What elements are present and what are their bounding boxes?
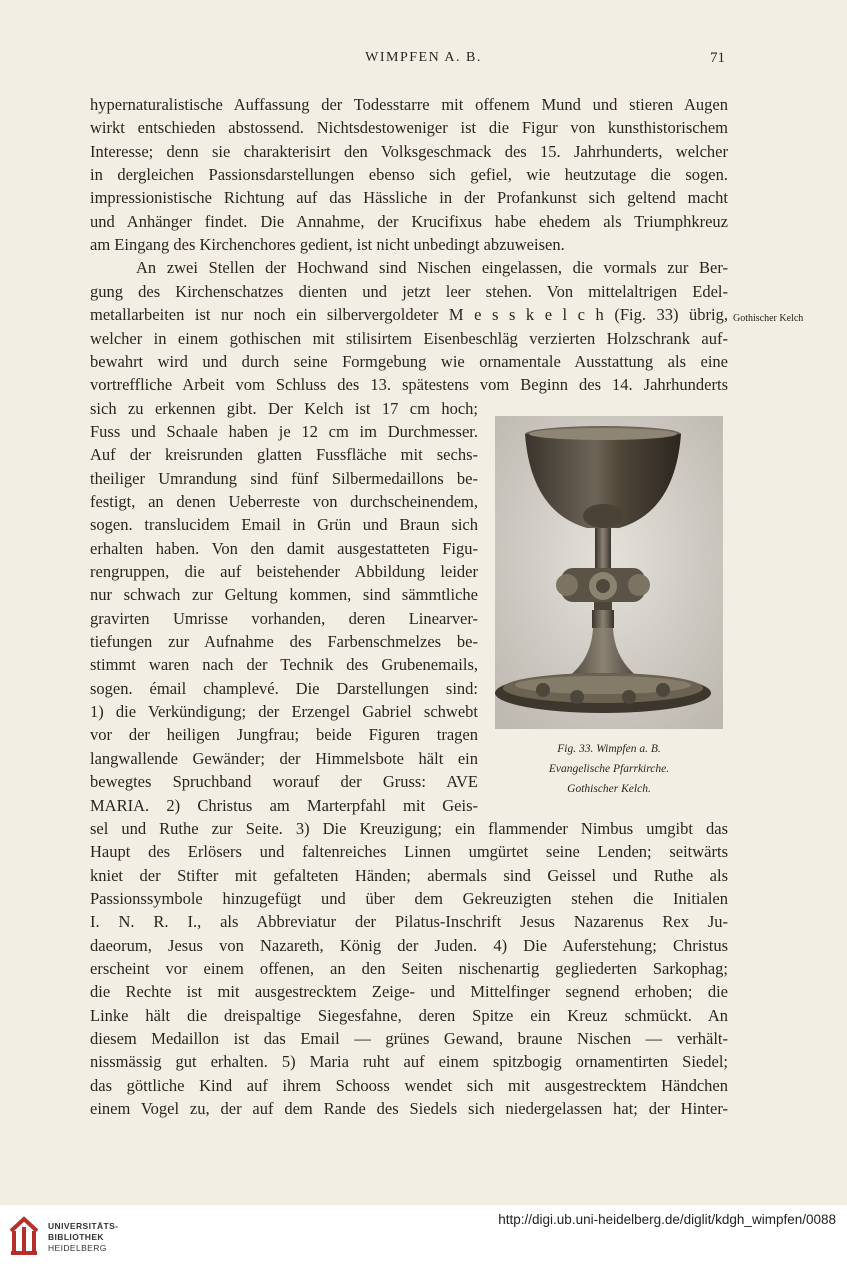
text-line: Interesse; denn sie charakterisirt den Volksgeschmack des 15. Jahrhunderts, welcher — [90, 142, 728, 161]
text-line: 1) die Verkündigung; der Erzengel Gabriel schwebt — [90, 702, 478, 721]
text-line: impressionistische Richtung auf das Hässliche in der Profankunst sich geltend macht — [90, 188, 728, 207]
page-header — [0, 50, 847, 74]
text-line: welcher in einem gothischen mit stilisirtem Eisenbeschläg verzierten Holzschrank auf- — [90, 329, 728, 348]
text-line: wirkt entschieden abstossend. Nichtsdestoweniger ist die Figur von kunsthistorischem — [90, 118, 728, 137]
chalice-illustration — [495, 416, 723, 729]
text-line: die Rechte ist mit ausgestrecktem Zeige- und Mittelfinger segnend erhoben; die — [90, 982, 728, 1001]
text-line: in dergleichen Passionsdarstellungen ebenso sich gefiel, wie heutzutage die sogen. — [90, 165, 728, 184]
text-line: festigt, an denen Ueberreste von durchscheinendem, — [90, 492, 478, 511]
text-line: gravirten Umrisse vorhanden, deren Linearver- — [90, 609, 478, 628]
text-line: erscheint vor einem offenen, an den Seiten nischenartig gegliederten Sarkophag; — [90, 959, 728, 978]
text-line: An zwei Stellen der Hochwand sind Nischen eingelassen, die vormals zur Ber- — [136, 258, 728, 277]
text-line: stimmt waren nach der Technik des Grubenemails, — [90, 655, 478, 674]
text-line: hypernaturalistische Auffassung der Todesstarre mit offenem Mund und stieren Augen — [90, 95, 728, 114]
text-line: bewegtes Spruchband worauf der Gruss: AVE — [90, 772, 478, 791]
figure-caption-line: Gothischer Kelch. — [567, 783, 651, 795]
library-name-line: HEIDELBERG — [48, 1243, 107, 1253]
text-line: vor der heiligen Jungfrau; beide Figuren tragen — [90, 725, 478, 744]
text-line: einem Vogel zu, der auf dem Rande des Siedels sich niedergelassen hat; der Hinter- — [90, 1099, 728, 1118]
logo-mark — [11, 1219, 37, 1253]
library-logo-icon — [8, 1213, 40, 1257]
library-name-line: UNIVERSITÄTS- — [48, 1221, 119, 1231]
text-line: Linke hält die dreispaltige Siegesfahne, deren Spitze ein Kreuz schmückt. An — [90, 1006, 728, 1025]
text-line: daeorum, Jesus von Nazareth, König der Juden. 4) Die Auferstehung; Christus — [90, 936, 728, 955]
text-line: Passionssymbole hinzugefügt und über dem Gekreuzigten stehen die Initialen — [90, 889, 728, 908]
library-footer — [0, 1205, 847, 1266]
text-line: nur schwach zur Geltung kommen, sind sämmtliche — [90, 585, 478, 604]
text-line: rengruppen, die auf beistehender Abbildung leider — [90, 562, 478, 581]
text-line: das göttliche Kind auf ihrem Schooss wendet sich mit ausgestrecktem Händchen — [90, 1076, 728, 1095]
text-line: MARIA. 2) Christus am Marterpfahl mit Geis- — [90, 796, 478, 815]
page-number: 71 — [710, 50, 725, 66]
running-title: WIMPFEN A. B. — [365, 50, 482, 65]
text-line: theiliger Umrandung sind fünf Silbermedaillons be- — [90, 469, 478, 488]
text-line: sogen. émail champlevé. Die Darstellungen sind: — [90, 679, 478, 698]
text-line: metallarbeiten ist nur noch ein silbervergoldeter M e s s k e l c h (Fig. 33) übrig, — [90, 305, 728, 324]
figure-caption-line: Fig. 33. Wimpfen a. B. — [557, 743, 661, 755]
text-line: bewahrt wird und durch seine Formgebung wie ornamentale Ausstattung als eine — [90, 352, 728, 371]
text-line: sich zu erkennen gibt. Der Kelch ist 17 cm hoch; — [90, 399, 478, 418]
text-line: erhalten haben. Von den damit ausgestatteten Figu- — [90, 539, 478, 558]
text-line: diesem Medaillon ist das Email — grünes Gewand, braune Nischen — verhält- — [90, 1029, 728, 1048]
chalice-photo — [495, 416, 723, 729]
text-line: kniet der Stifter mit gefalteten Händen; abermals sind Geissel und Ruthe als — [90, 866, 728, 885]
text-line: langwallende Gewänder; der Himmelsbote hält ein — [90, 749, 478, 768]
text-line: I. N. R. I., als Abbreviatur der Pilatus-Inschrift Jesus Nazarenus Rex Ju- — [90, 912, 728, 931]
figure-caption-line: Evangelische Pfarrkirche. — [548, 763, 670, 775]
text-line: gung des Kirchenschatzes dienten und jetzt leer stehen. Von mittelaltrigen Edel- — [90, 282, 728, 301]
margin-note: Gothischer Kelch — [733, 313, 804, 324]
text-line: Fuss und Schaale haben je 12 cm im Durchmesser. — [90, 422, 478, 441]
text-line: und Anhänger findet. Die Annahme, der Krucifixus habe ehedem als Triumphkreuz — [90, 212, 728, 231]
text-line: sel und Ruthe zur Seite. 3) Die Kreuzigung; ein flammender Nimbus umgibt das — [90, 819, 728, 838]
text-line: sogen. translucidem Email in Grün und Braun sich — [90, 515, 478, 534]
text-line: tiefungen zur Aufnahme des Farbenschmelzes be- — [90, 632, 478, 651]
source-url-link[interactable]: http://digi.ub.uni-heidelberg.de/diglit/kdgh_wimpfen/0088 — [498, 1212, 836, 1227]
text-line: am Eingang des Kirchenchores gedient, ist nicht unbedingt abzuweisen. — [90, 235, 565, 254]
text-line: Haupt des Erlösers und faltenreiches Linnen umgürtet seine Lenden; seitwärts — [90, 842, 728, 861]
library-name-line: BIBLIOTHEK — [48, 1232, 104, 1242]
text-line: nissmässig gut erhalten. 5) Maria ruht auf einem spitzbogig ornamentirten Siedel; — [90, 1052, 728, 1071]
text-line: vortreffliche Arbeit vom Schluss des 13. spätestens vom Beginn des 14. Jahrhunderts — [90, 375, 728, 394]
text-line: Auf der kreisrunden glatten Fussfläche mit sechs- — [90, 445, 478, 464]
